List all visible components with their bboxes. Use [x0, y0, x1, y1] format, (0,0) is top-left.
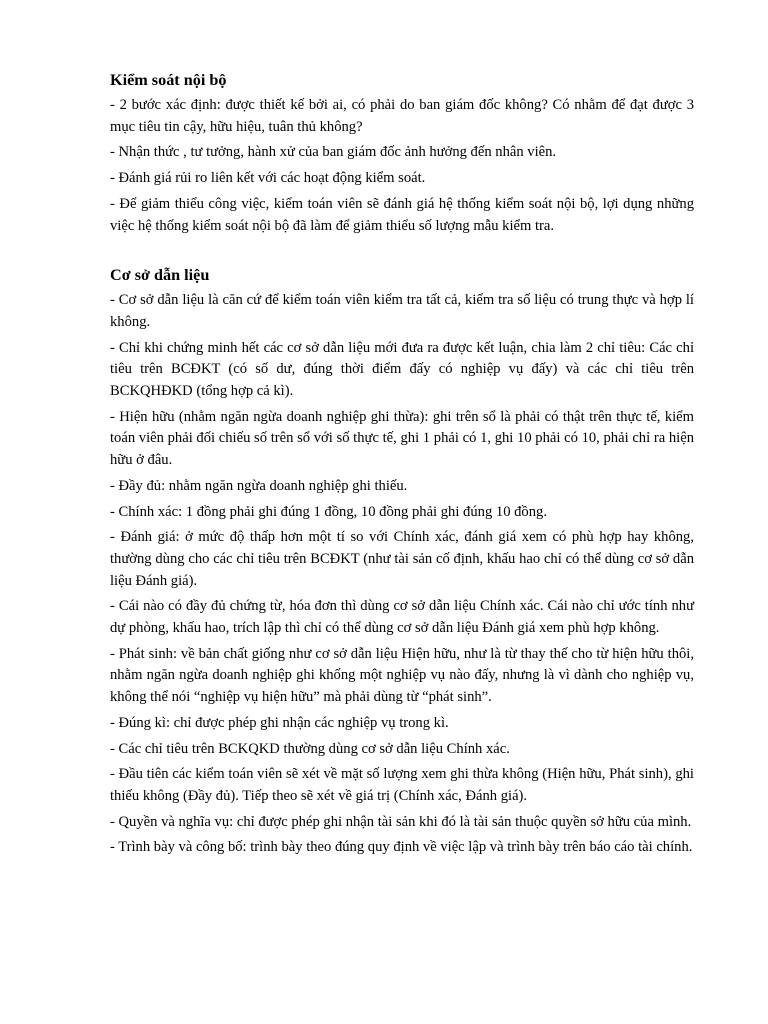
paragraph: - Đúng kì: chỉ được phép ghi nhận các nghiệp vụ trong kì. [110, 714, 449, 731]
paragraph: - Đánh giá: ở mức độ thấp hơn một tí so với Chính xác, đánh giá xem có phù hợp hay không, thường dùng cho các chỉ tiêu trên BCĐKT (như tài sản cố định, khấu hao chỉ có thể dùng cơ sở dẫn liệu Đánh giá). [110, 529, 694, 589]
paragraph: - Đánh giá rủi ro liên kết với các hoạt động kiểm soát. [110, 170, 426, 187]
paragraph: - 2 bước xác định: được thiết kế bởi ai, có phải do ban giám đốc không? Có nhằm để đạt được 3 mục tiêu tin cậy, hữu hiệu, tuân thủ không? [110, 97, 694, 135]
paragraph: - Để giảm thiểu công việc, kiểm toán viên sẽ đánh giá hệ thống kiểm soát nội bộ, lợi dụng những việc hệ thống kiểm soát nội bộ đã làm để giảm thiểu số lượng mẫu kiểm tra. [110, 195, 694, 234]
paragraph: - Hiện hữu (nhằm ngăn ngừa doanh nghiệp ghi thừa): ghi trên sổ là phải có thật trên thực tế, kiểm toán viên phải đối chiếu số trên sổ với số thực tế, ghi 1 phải có 1, ghi 10 phải có 10, phải chỉ ra hiện hữu ở đâu. [110, 408, 694, 469]
paragraph: - Chính xác: 1 đồng phải ghi đúng 1 đồng, 10 đồng phải ghi đúng 10 đồng. [110, 503, 547, 520]
paragraph: - Chỉ khi chứng minh hết các cơ sở dẫn liệu mới đưa ra được kết luận, chia làm 2 chỉ tiêu: Các chỉ tiêu trên BCĐKT (có số dư, đúng thời điểm đấy có nghiệp vụ đấy) và các chỉ tiêu trên BCKQHĐKD (tổng hợp cả kì). [110, 339, 694, 400]
paragraph: - Cái nào có đầy đủ chứng từ, hóa đơn thì dùng cơ sở dẫn liệu Chính xác. Cái nào chỉ ước tính như dự phòng, khấu hao, trích lập thì chỉ có thể dùng cơ sở dẫn liệu Đánh giá xem phù hợp không. [110, 598, 694, 637]
paragraph: - Các chỉ tiêu trên BCKQKD thường dùng cơ sở dẫn liệu Chính xác. [110, 740, 510, 757]
paragraph: - Đầy đủ: nhằm ngăn ngừa doanh nghiệp ghi thiếu. [110, 477, 408, 494]
section-heading: Kiểm soát nội bộ [110, 71, 227, 89]
paragraph: - Phát sinh: về bản chất giống như cơ sở dẫn liệu Hiện hữu, như là từ thay thế cho từ hiện hữu thôi, nhằm ngăn ngừa doanh nghiệp ghi khống một nghiệp vụ nào đấy, nhưng là vì dành cho nghiệp vụ, không thể nói “nghiệp vụ hiện hữu” mà phải dùng từ “phát sinh”. [110, 645, 694, 706]
section-internal-control [110, 68, 694, 237]
section-heading: Cơ sở dẫn liệu [110, 266, 210, 285]
section-assertions [110, 263, 694, 859]
paragraph: - Cơ sở dẫn liệu là căn cứ để kiểm toán viên kiểm tra tất cả, kiểm tra số liệu có trung thực và hợp lí không. [110, 292, 694, 330]
document-page [110, 68, 694, 863]
paragraph: - Quyền và nghĩa vụ: chỉ được phép ghi nhận tài sản khi đó là tài sản thuộc quyền sở hữu của mình. [110, 813, 692, 830]
paragraph: - Trình bày và công bố: trình bày theo đúng quy định về việc lập và trình bày trên báo cáo tài chính. [110, 839, 693, 856]
paragraph: - Đầu tiên các kiểm toán viên sẽ xét về mặt số lượng xem ghi thừa không (Hiện hữu, Phát sinh), ghi thiếu không (Đầy đủ). Tiếp theo sẽ xét về giá trị (Chính xác, Đánh giá). [110, 766, 694, 804]
paragraph: - Nhận thức , tư tưởng, hành xử của ban giám đốc ảnh hưởng đến nhân viên. [110, 144, 557, 161]
